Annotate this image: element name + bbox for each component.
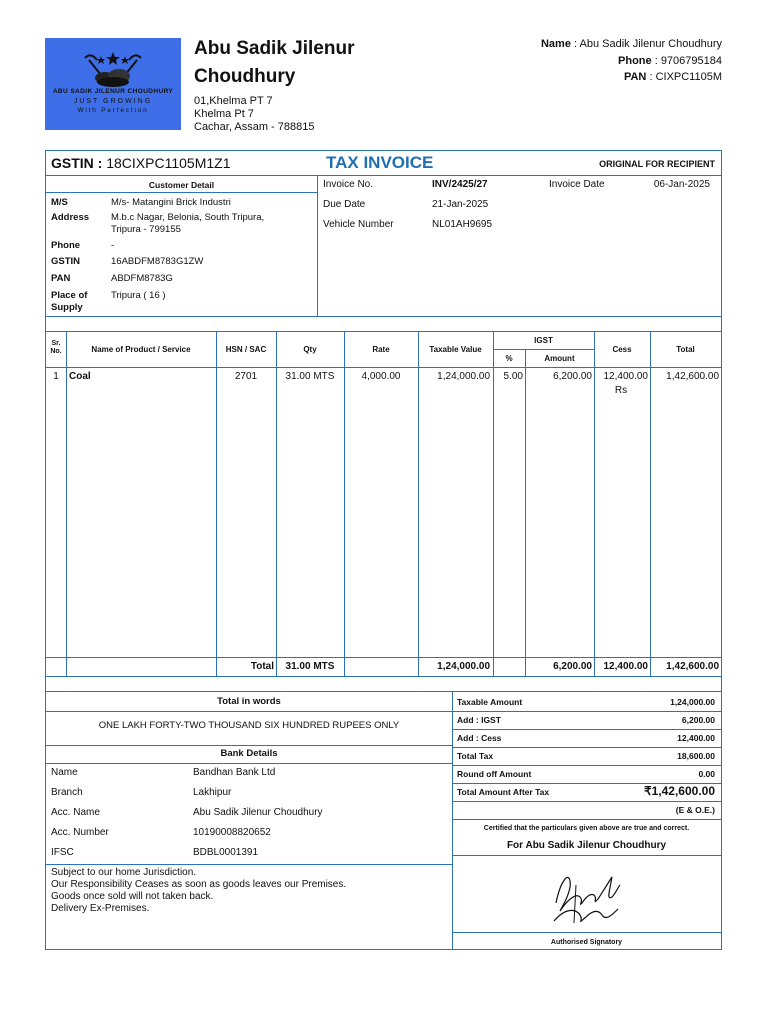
customer-heading: Customer Detail — [148, 180, 215, 190]
copy-type: ORIGINAL FOR RECIPIENT — [599, 159, 715, 169]
customer-phone: - — [111, 240, 115, 251]
vehicle-number: NL01AH9695 — [432, 219, 493, 230]
logo-text: ABU SADIK JILENUR CHOUDHURY — [52, 88, 174, 95]
bank-heading: Bank Details — [220, 748, 278, 759]
col-igst-pct: % — [505, 354, 513, 363]
col-cess: Cess — [612, 345, 632, 354]
bank-branch: Lakhipur — [193, 787, 232, 798]
certification-text: Certified that the particulars given above are true and correct. — [483, 825, 690, 832]
customer-address: M.b.c Nagar, Belonia, South Tripura, — [111, 212, 265, 223]
col-igst: IGST — [534, 336, 553, 345]
invoice-date: 06-Jan-2025 — [653, 179, 710, 190]
invoice-frame: GSTIN : 18CIXPC1105M1Z1 TAX INVOICE ORIGINAL FOR RECIPIENT Customer Detail M/S M/s- Matangini Brick Industri Address M.b.c Nagar, Belonia, South Tripura, Tripura - 799155 Phone - GSTIN 16ABDFM8783G1ZW PAN ABDFM8783G Place of Supply Tripura ( 16 ) Invoice No. INV/2425/27 Invoice Date 06-Jan-2025 Due Date 21-Jan-2025 Vehicle Number NL01AH9695 Sr. No. Name of Product / Service HSN / SAC Qty Rate Taxable Value IGST % Amount Cess Total 1 Coal 2701 31.00 MTS 4,000.00 1,24,000.00 5.00 6,200.00 12,400.00 Rs 1,42,600.00 Total 31.00 MTS 1,24,000.00 6,200.00 12,400.00 1,42,600.00 Total in words ONE LAKH FORTY-TWO THOUSAND SIX HUNDRED RUPEES ONLY Bank Details Name Bandhan Bank Ltd Branch Lakhipur Acc. Name Abu Sadik Jilenur Choudhury Acc. Number 10190008820652 IFSC BDBL0001391 Subject to our home Jurisdiction. Our Responsibility Ceases as soon as goods leaves our Premises. Goods once sold will not taken back. Delivery Ex-Premises. Taxable Amount 1,24,000.00 Add : IGST 6,200.00 Add : Cess 12,400.00 Total Tax 18,600.00 Round off Amount 0.00 Total Amount After Tax ₹1,42,600.00 (E & O.E.) Certified that the particulars given above are true and correct. For Abu Sadik Jilenur Choudhury Authorised Signatory — [45, 150, 722, 950]
gstin-heading: GSTIN : 18CIXPC1105M1Z1 — [51, 155, 231, 171]
logo-tagline-2: With Perfection — [77, 107, 149, 114]
due-date: 21-Jan-2025 — [432, 199, 489, 210]
grand-total: ₹1,42,600.00 — [643, 784, 715, 798]
bank-name: Bandhan Bank Ltd — [193, 767, 276, 778]
signature-icon — [546, 863, 626, 929]
col-sr: Sr. No. — [50, 340, 62, 355]
ifsc-code: BDBL0001391 — [193, 847, 259, 858]
product-name: Coal — [69, 371, 91, 382]
logo-tagline: JUST GROWING — [73, 98, 153, 105]
customer-pan: ABDFM8783G — [111, 273, 173, 284]
col-rate: Rate — [372, 345, 390, 354]
coal-logo-icon — [45, 38, 181, 130]
seller-info: Name : Abu Sadik Jilenur Choudhury Phone : 9706795184 PAN : CIXPC1105M — [540, 38, 722, 83]
company-name: Abu Sadik Jilenur Choudhury — [194, 38, 355, 87]
amount-in-words: ONE LAKH FORTY-TWO THOUSAND SIX HUNDRED RUPEES ONLY — [98, 720, 400, 731]
document-title: TAX INVOICE — [326, 153, 434, 172]
company-address: 01,Khelma PT 7 Khelma Pt 7 Cachar, Assam - 788815 — [194, 95, 315, 133]
company-logo — [45, 38, 181, 130]
authorised-signatory: Authorised Signatory — [550, 939, 623, 946]
customer-name: M/s- Matangini Brick Industri — [111, 197, 231, 208]
eoe-note: (E & O.E.) — [675, 805, 715, 815]
customer-gstin: 16ABDFM8783G1ZW — [111, 256, 204, 267]
account-number: 10190008820652 — [193, 827, 271, 838]
col-total: Total — [676, 345, 695, 354]
for-company: For Abu Sadik Jilenur Choudhury — [506, 840, 667, 851]
col-hsn: HSN / SAC — [225, 345, 267, 354]
col-product: Name of Product / Service — [91, 345, 191, 354]
invoice-number: INV/2425/27 — [432, 179, 488, 190]
col-qty: Qty — [303, 345, 317, 354]
words-heading: Total in words — [217, 696, 281, 707]
col-taxable: Taxable Value — [429, 345, 482, 354]
account-name: Abu Sadik Jilenur Choudhury — [193, 807, 323, 818]
col-igst-amount: Amount — [544, 354, 575, 363]
place-of-supply: Tripura ( 16 ) — [111, 290, 166, 301]
